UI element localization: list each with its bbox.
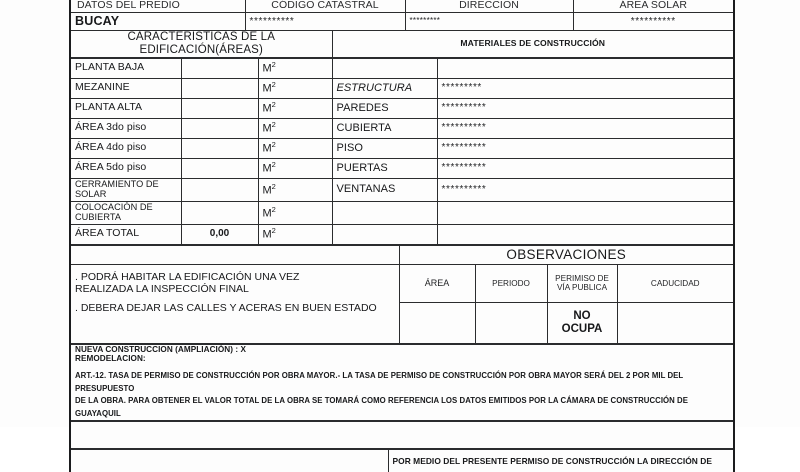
area-value-cerramiento-solar xyxy=(181,178,258,201)
observacion-note-3: . DEBERA DEJAR LAS CALLES Y ACERAS EN BUEN ESTADO xyxy=(75,301,377,314)
material-label-empty-0 xyxy=(332,58,437,78)
table-row xyxy=(71,138,733,158)
table-row xyxy=(71,178,733,201)
area-label-3do-piso: ÁREA 3do piso xyxy=(71,118,181,138)
table-row xyxy=(71,201,733,224)
observaciones-columns-row xyxy=(71,264,733,303)
material-label-empty-2 xyxy=(332,224,437,244)
observaciones-value-area xyxy=(399,303,475,344)
area-label-planta-alta: PLANTA ALTA xyxy=(71,98,181,118)
value-area-solar: ********** xyxy=(573,12,733,30)
material-label-piso: PISO xyxy=(332,138,437,158)
observaciones-col-permiso-via-publica: PERIMISO DE VÍA PUBLICA xyxy=(547,264,617,303)
area-value-5do-piso xyxy=(181,158,258,178)
permit-form-sheet xyxy=(69,0,735,472)
material-label-ventanas: VENTANAS xyxy=(332,178,437,201)
observaciones-spacer xyxy=(71,245,399,264)
material-label-empty-1 xyxy=(332,201,437,224)
value-datos-del-predio: BUCAY xyxy=(71,12,245,30)
observaciones-notes-cont xyxy=(71,303,399,344)
material-value-paredes: ********** xyxy=(437,98,733,118)
material-label-estructura: ESTRUCTURA xyxy=(332,78,437,98)
area-label-4do-piso: ÁREA 4do piso xyxy=(71,138,181,158)
observaciones-title-row xyxy=(71,245,733,264)
area-unit-planta-alta: $M^2$ xyxy=(258,98,332,118)
area-value-planta-alta xyxy=(181,98,258,118)
area-unit-area-total: $M^2$ xyxy=(258,224,332,244)
material-label-paredes: PAREDES xyxy=(332,98,437,118)
area-value-planta-baja xyxy=(181,58,258,78)
area-value-colocacion-cubierta xyxy=(181,201,258,224)
material-value-estructura: ********* xyxy=(437,78,733,98)
observaciones-notes xyxy=(71,264,399,303)
declaraciones-cell xyxy=(71,344,733,421)
legal-article-line-1: ART.-12. TASA DE PERMISO DE CONSTRUCCIÓN POR OBRA MAYOR.- LA TASA DE PERMISO DE CONSTRUCCIÓN POR OBRA MAYOR SERÁ DEL 2 POR MIL DEL PRESUPUESTO xyxy=(75,370,684,393)
observaciones-title: OBSERVACIONES xyxy=(399,245,733,264)
observacion-note-2: REALIZADA LA INSPECCIÓN FINAL xyxy=(75,282,249,295)
footer-table xyxy=(71,449,733,472)
observaciones-col-area: ÁREA xyxy=(399,264,475,303)
predio-value-row xyxy=(71,12,733,30)
section-band-table xyxy=(71,31,733,58)
observaciones-value-periodo xyxy=(475,303,547,344)
declaracion-remodelacion: REMODELACION: xyxy=(75,353,146,363)
area-label-mezanine: MEZANINE xyxy=(71,78,181,98)
band-caracteristicas-edificacion: CARACTERISTICAS DE LA EDIFICACIÓN(ÁREAS) xyxy=(71,31,332,57)
declaracion-nueva-construccion: NUEVA CONSTRUCCION (AMPLIACIÓN) : X xyxy=(75,344,246,354)
area-value-4do-piso xyxy=(181,138,258,158)
areas-materials-table xyxy=(71,58,733,245)
predio-header-row xyxy=(71,0,733,12)
table-row xyxy=(71,58,733,78)
material-value-piso: ********** xyxy=(437,138,733,158)
table-row xyxy=(71,98,733,118)
area-label-cerramiento-solar: CERRAMIENTO DE SOLAR xyxy=(71,178,181,201)
observaciones-table xyxy=(71,245,733,344)
blank-band-row xyxy=(71,422,733,449)
observaciones-value-caducidad xyxy=(617,303,733,344)
table-row xyxy=(71,224,733,244)
header-label-datos-del-predio: DATOS DEL PREDIO xyxy=(71,0,245,12)
area-label-planta-baja: PLANTA BAJA xyxy=(71,58,181,78)
area-unit-3do-piso: $M^2$ xyxy=(258,118,332,138)
observaciones-col-periodo: PERIODO xyxy=(475,264,547,303)
area-unit-cerramiento-solar: $M^2$ xyxy=(258,178,332,201)
table-row xyxy=(71,118,733,138)
declaraciones-table xyxy=(71,344,733,422)
area-unit-colocacion-cubierta: $M^2$ xyxy=(258,201,332,224)
area-unit-4do-piso: $M^2$ xyxy=(258,138,332,158)
footer-left-cell xyxy=(71,450,388,472)
observaciones-values-row xyxy=(71,303,733,344)
header-label-codigo-catastral: CÓDIGO CATASTRAL xyxy=(245,0,405,12)
declaraciones-gap xyxy=(75,363,729,370)
material-value-puertas: ********** xyxy=(437,158,733,178)
area-unit-mezanine: $M^2$ xyxy=(258,78,332,98)
observaciones-value-permiso-via-publica: NO OCUPA xyxy=(547,303,617,344)
footer-row xyxy=(71,450,733,472)
material-value-empty-0 xyxy=(437,58,733,78)
area-unit-planta-baja: $M^2$ xyxy=(258,58,332,78)
area-unit-5do-piso: $M^2$ xyxy=(258,158,332,178)
material-value-empty-1 xyxy=(437,201,733,224)
material-label-cubierta: CUBIERTA xyxy=(332,118,437,138)
area-value-mezanine xyxy=(181,78,258,98)
band-materiales-construccion: MATERIALES DE CONSTRUCCIÓN xyxy=(332,31,733,57)
table-row xyxy=(71,78,733,98)
value-codigo-catastral: ********** xyxy=(245,12,405,30)
section-band-row xyxy=(71,31,733,57)
material-value-cubierta: ********** xyxy=(437,118,733,138)
area-value-3do-piso xyxy=(181,118,258,138)
value-direccion: ********* xyxy=(405,12,573,30)
table-row xyxy=(71,158,733,178)
predio-header-table xyxy=(71,0,733,31)
declaraciones-row xyxy=(71,344,733,421)
area-label-5do-piso: ÁREA 5do piso xyxy=(71,158,181,178)
material-label-puertas: PUERTAS xyxy=(332,158,437,178)
blank-band-cell xyxy=(71,422,733,449)
legal-article-line-2: DE LA OBRA. PARA OBTENER EL VALOR TOTAL DE LA OBRA SE TOMARÁ COMO REFERENCIA LOS DATOS EMITIDOS POR LA CÁMARA DE CONSTRUCCIÓN DE GUAYAQUIL xyxy=(75,396,688,418)
area-label-area-total: ÁREA TOTAL xyxy=(71,224,181,244)
observacion-note-1: . PODRÁ HABITAR LA EDIFICACIÓN UNA VEZ xyxy=(75,270,300,283)
blank-band-table xyxy=(71,421,733,449)
material-value-empty-2 xyxy=(437,224,733,244)
area-label-colocacion-cubierta: COLOCACIÓN DE CUBIERTA xyxy=(71,201,181,224)
header-label-area-solar: ÁREA SOLAR xyxy=(573,0,733,12)
footer-right-text: POR MEDIO DEL PRESENTE PERMISO DE CONSTRUCCIÓN LA DIRECCIÓN DE xyxy=(388,450,733,472)
observaciones-col-caducidad: CADUCIDAD xyxy=(617,264,733,303)
material-value-ventanas: ********** xyxy=(437,178,733,201)
area-value-area-total: 0,00 xyxy=(181,224,258,244)
header-label-direccion: DIRECCION xyxy=(405,0,573,12)
